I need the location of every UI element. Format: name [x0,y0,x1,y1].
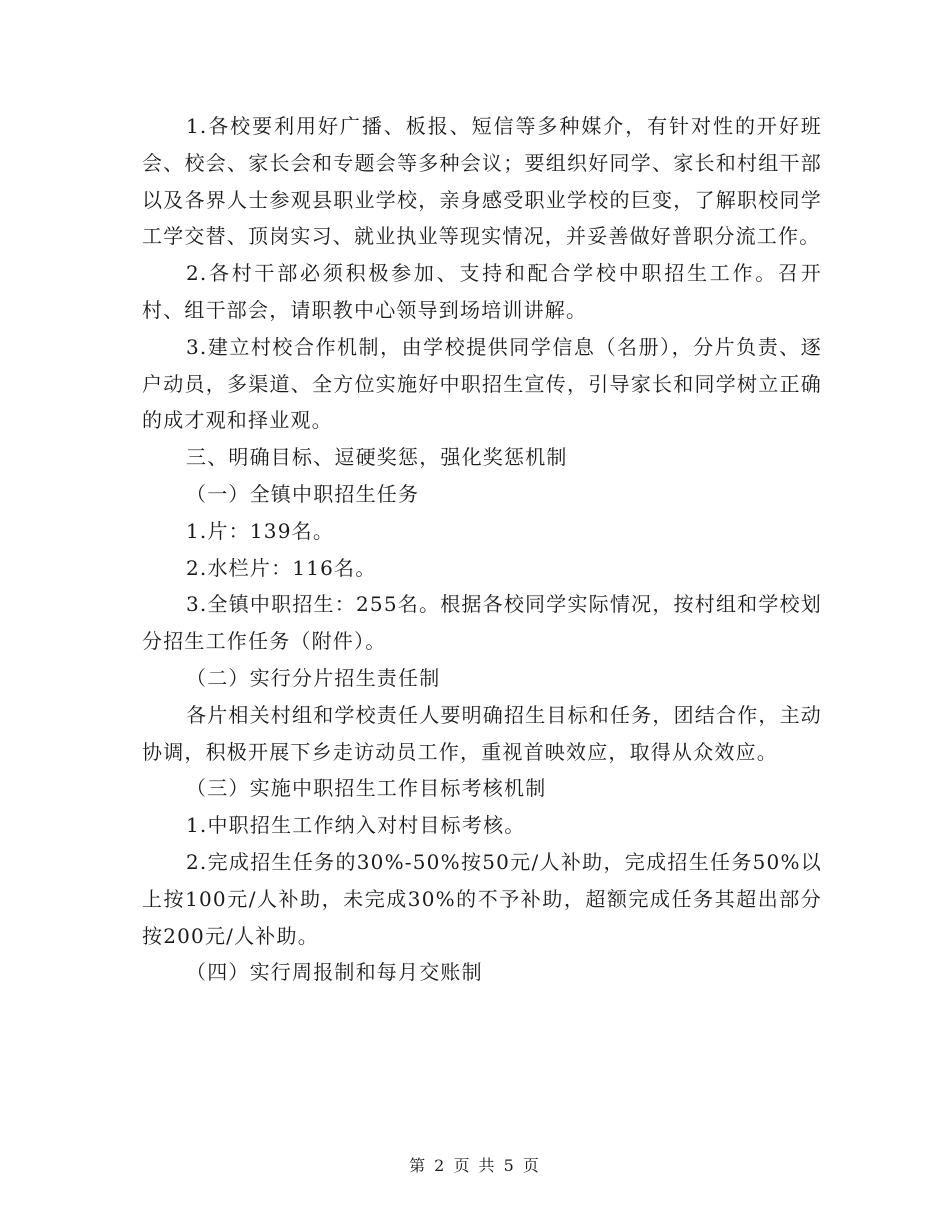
paragraph: 2.水栏片：116名。 [186,555,377,580]
subsection-heading: （三）实施中职招生工作目标考核机制 [186,776,547,801]
document-body [142,108,822,991]
subsection-heading: （四）实行周报制和每月交账制 [186,960,483,985]
paragraph: 2.完成招生任务的30%-50%按50元/人补助，完成招生任务50%以上按100元/人补助，未完成30%的不予补助，超额完成任务其超出部分按200元/人补助。 [142,849,822,948]
subsection-heading: （一）全镇中职招生任务 [186,481,420,506]
paragraph: 1.中职招生工作纳入对村目标考核。 [186,813,526,838]
page-number: 第 2 页 共 5 页 [409,1156,541,1175]
paragraph: 3.建立村校合作机制，由学校提供同学信息（名册），分片负责、逐户动员，多渠道、全方位实施好中职招生宣传，引导家长和同学树立正确的成才观和择业观。 [142,334,822,433]
subsection-heading: （二）实行分片招生责任制 [186,665,441,690]
paragraph: 2.各村干部必须积极参加、支持和配合学校中职招生工作。召开村、组干部会，请职教中心领导到场培训讲解。 [142,261,822,322]
paragraph: 3.全镇中职招生：255名。根据各校同学实际情况，按村组和学校划分招生工作任务（附件）。 [142,592,822,654]
section-heading: 三、明确目标、逗硬奖惩，强化奖惩机制 [186,445,568,470]
paragraph: 1.片：139名。 [186,518,335,543]
paragraph: 1.各校要利用好广播、板报、短信等多种媒介，有针对性的开好班会、校会、家长会和专题会等多种会议；要组织好同学、家长和村组干部以及各界人士参观县职业学校，亲身感受职业学校的巨变，了解职校同学工学交替、顶岗实习、就业执业等现实情况，并妥善做好普职分流工作。 [142,114,822,249]
paragraph: 各片相关村组和学校责任人要明确招生目标和任务，团结合作，主动协调，积极开展下乡走访动员工作，重视首映效应，取得从众效应。 [142,702,822,764]
